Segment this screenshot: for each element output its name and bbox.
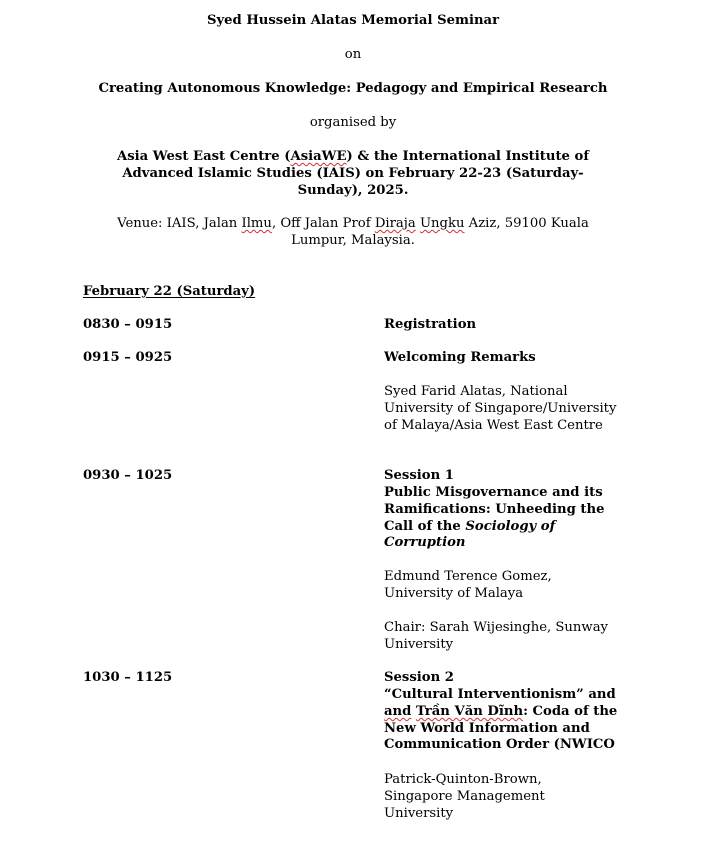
session-title	[384, 687, 629, 754]
venue	[93, 216, 613, 250]
venue-text-1: Venue: IAIS, Jalan	[117, 216, 242, 231]
venue-text-4: Aziz, 59100 Kuala Lumpur, Malaysia.	[291, 216, 589, 248]
seminar-topic: Creating Autonomous Knowledge: Pedagogy and Empirical Research	[98, 81, 608, 96]
schedule-time: 0930 – 1025	[83, 468, 173, 483]
organisers	[108, 149, 598, 199]
venue-word-diraja: Diraja	[374, 216, 416, 231]
seminar-title: Syed Hussein Alatas Memorial Seminar	[206, 13, 500, 28]
session-label: Session 2	[384, 670, 454, 685]
organised-by-label: organised by	[309, 115, 397, 130]
session-title-dup-word: and	[384, 703, 412, 719]
session-title-text-1: “Cultural Interventionism” and	[384, 687, 616, 702]
schedule-time: 1030 – 1125	[83, 670, 173, 685]
schedule-title: Welcoming Remarks	[384, 350, 536, 365]
schedule-speaker: Edmund Terence Gomez, University of Malaya	[384, 569, 552, 601]
schedule-speaker: Patrick-Quinton-Brown, Singapore Management University	[384, 772, 545, 821]
organisers-text-1: Asia West East Centre (	[116, 149, 291, 164]
organisers-acronym: AsiaWE	[290, 149, 347, 164]
session-title-text: Public Misgovernance and its Ramifications: Unheeding the Call of the	[384, 485, 605, 534]
schedule-time: 0915 – 0925	[83, 350, 173, 365]
venue-word-ungku: Ungku	[419, 216, 465, 231]
on-label: on	[344, 47, 362, 62]
day-heading: February 22 (Saturday)	[83, 284, 256, 299]
venue-word-ilmu: Ilmu	[241, 216, 272, 231]
schedule-speaker: Syed Farid Alatas, National University of Singapore/University of Malaya/Asia West East Centre	[384, 384, 617, 433]
session-label: Session 1	[384, 468, 454, 483]
session-chair: Chair: Sarah Wijesinghe, Sunway University	[384, 620, 609, 652]
session-title-name: Trần Văn Dĩnh	[415, 703, 524, 719]
venue-text-2: , Off Jalan Prof	[271, 216, 375, 231]
session-title-italic: Sociology of Corruption	[384, 518, 556, 551]
schedule-time: 0830 – 0915	[83, 317, 173, 332]
schedule-title: Registration	[384, 317, 477, 332]
organisers-text-2: ) & the International Institute of Advanced Islamic Studies (IAIS) on February 22-23 (Saturday-Sunday), 2025.	[122, 149, 589, 198]
session-title	[384, 485, 622, 552]
session-title-text-3: : Coda of the New World Information and Communication Order (NWICO	[384, 703, 618, 753]
